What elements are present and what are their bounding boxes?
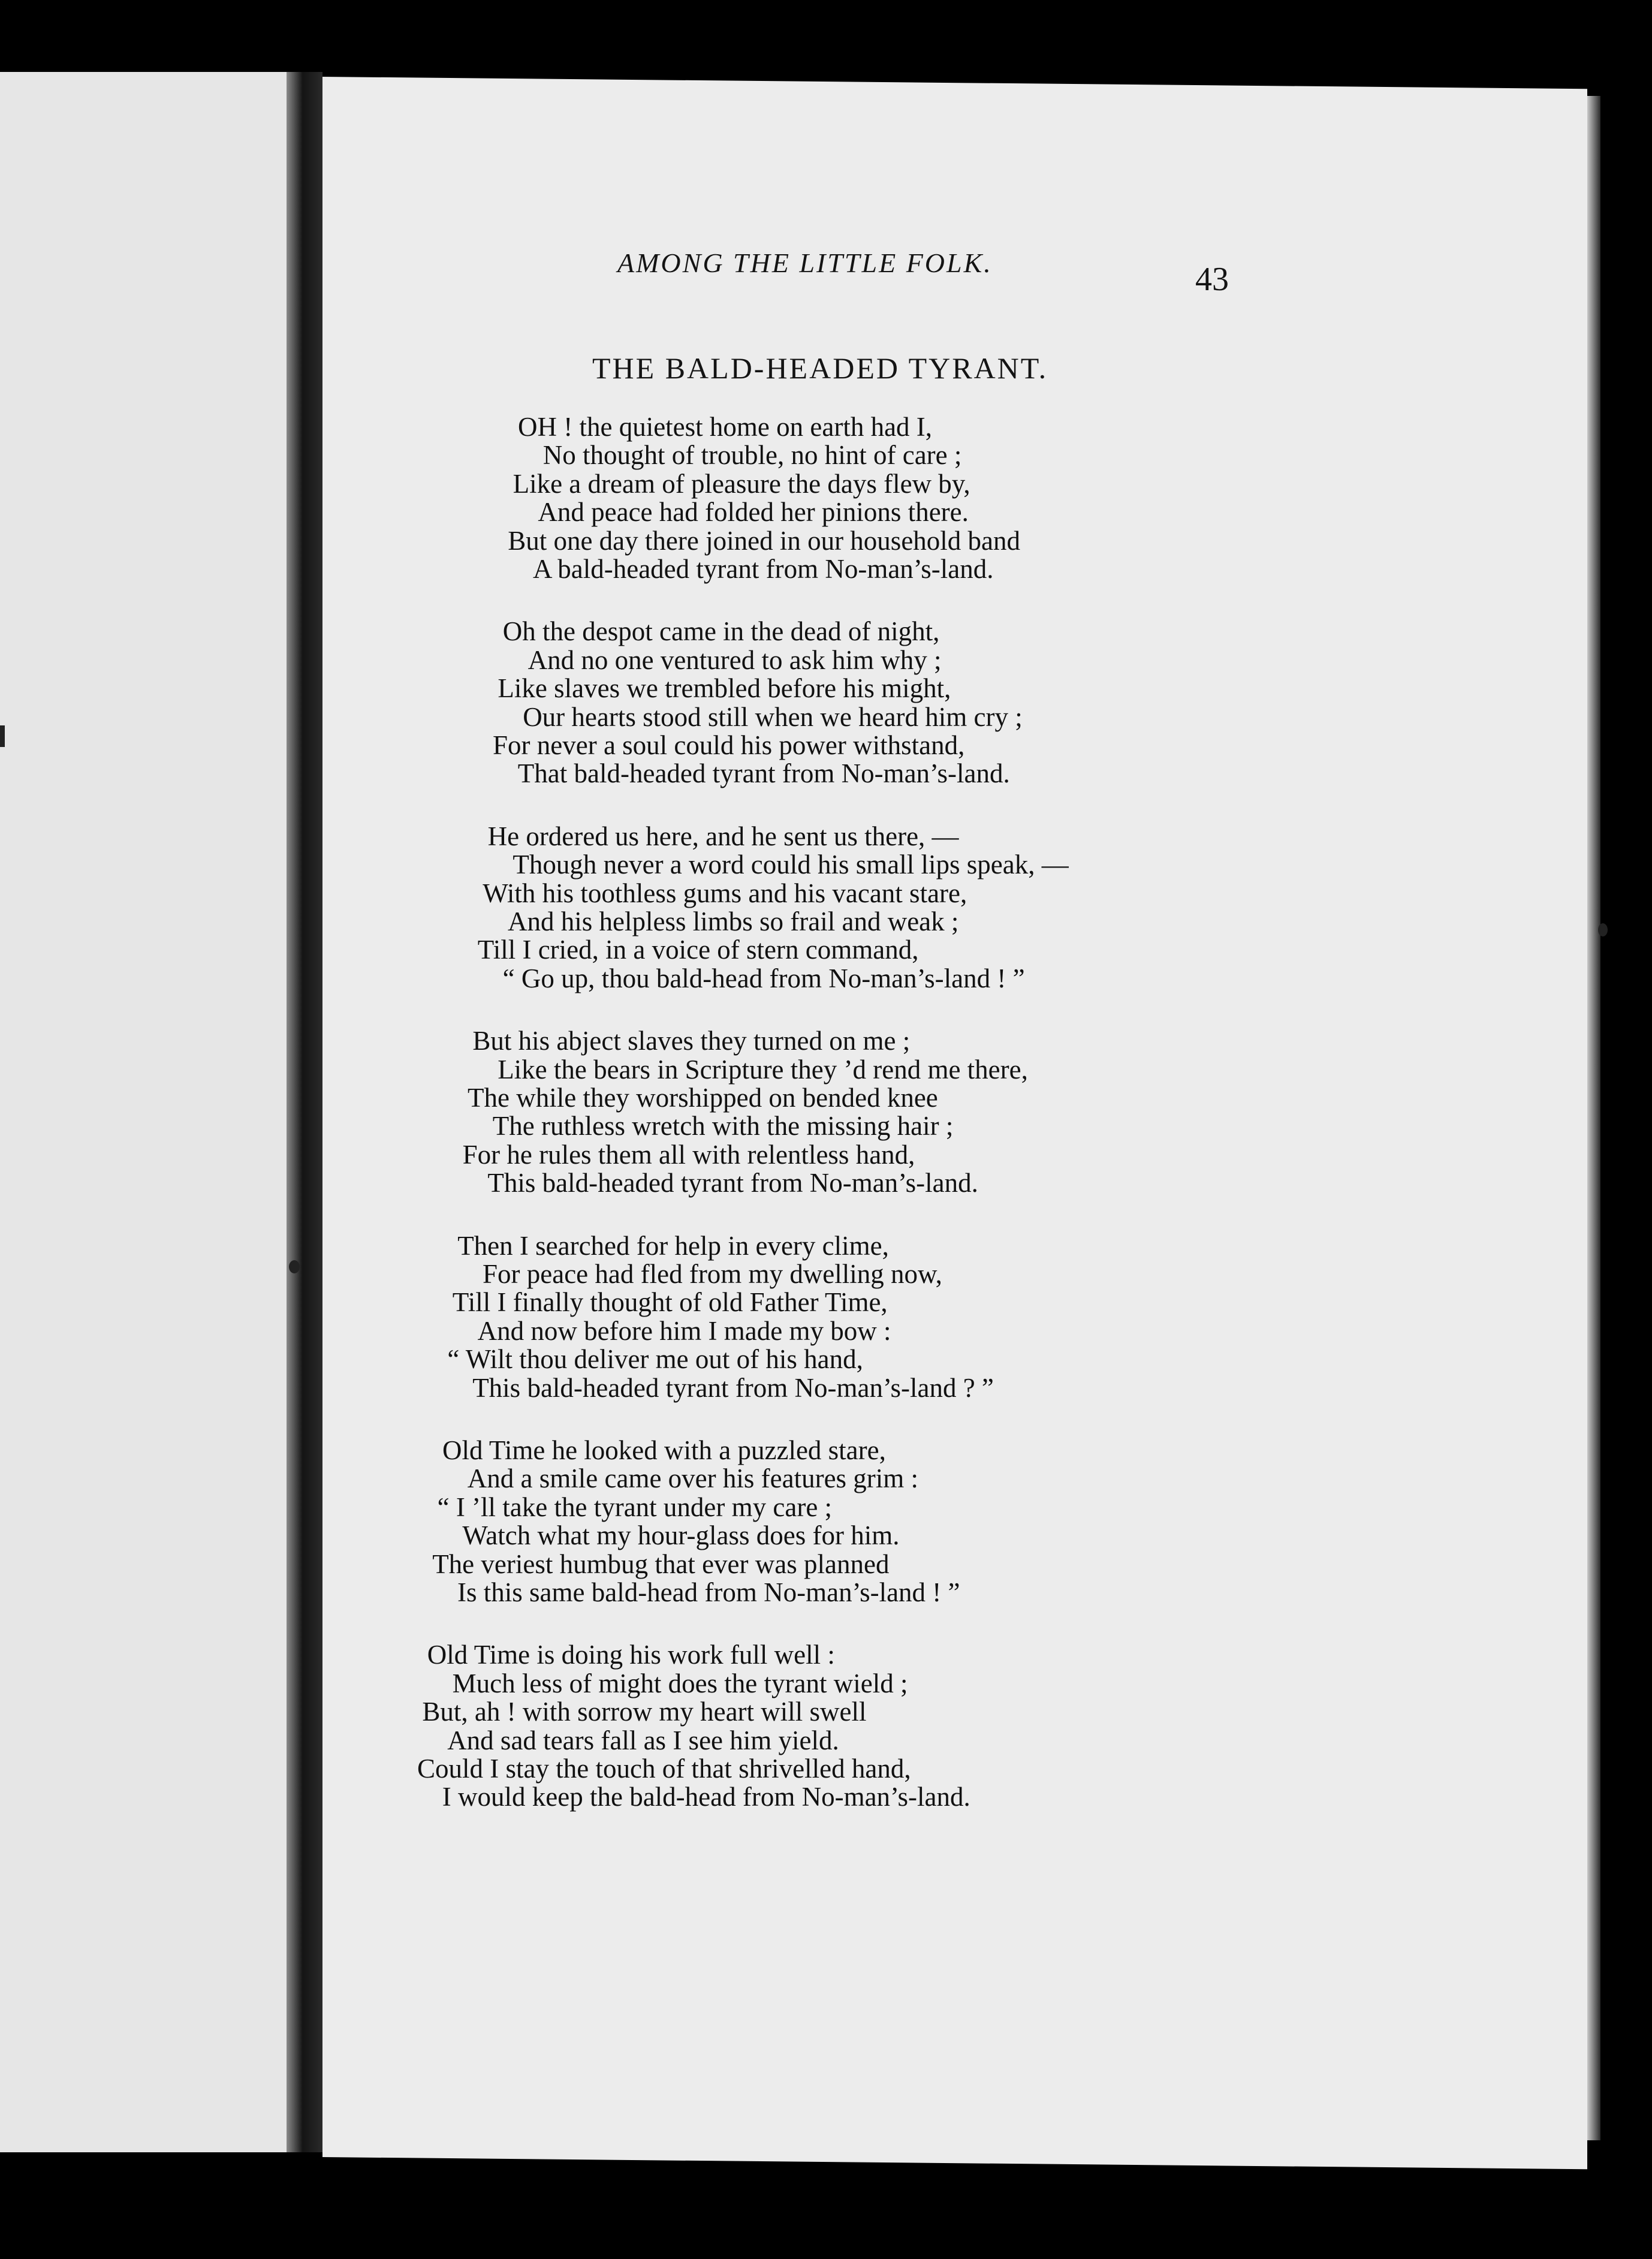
- poem-line: This bald-headed tyrant from No-man’s-land.: [487, 1168, 978, 1198]
- poem-line: Oh the despot came in the dead of night,: [502, 616, 940, 647]
- poem-line: Till I finally thought of old Father Time,: [452, 1287, 888, 1318]
- book-gutter: [287, 72, 322, 2152]
- page-edge: [1587, 96, 1600, 2140]
- poem-line: This bald-headed tyrant from No-man’s-land ? ”: [472, 1372, 994, 1403]
- poem-line: And peace had folded her pinions there.: [538, 497, 969, 528]
- poem-line: For peace had fled from my dwelling now,: [483, 1259, 942, 1289]
- poem-line: Is this same bald-head from No-man’s-land ! ”: [457, 1577, 960, 1607]
- poem-line: Like a dream of pleasure the days flew by,: [513, 468, 970, 499]
- poem-line: But one day there joined in our household band: [508, 525, 1021, 556]
- poem-line: But, ah ! with sorrow my heart will swell: [422, 1697, 867, 1727]
- poem-line: With his toothless gums and his vacant stare,: [483, 878, 967, 908]
- poem-line: The ruthless wretch with the missing hair ;: [492, 1111, 954, 1141]
- poem-line: Then I searched for help in every clime,: [457, 1230, 889, 1261]
- running-head: AMONG THE LITTLE FOLK.: [617, 248, 993, 278]
- poem-line: Our hearts stood still when we heard him cry ;: [523, 701, 1023, 732]
- poem-line: That bald-headed tyrant from No-man’s-land.: [517, 758, 1010, 789]
- poem-line: And a smile came over his features grim :: [467, 1463, 919, 1494]
- scan-speck: [0, 725, 5, 747]
- poem-line: And no one ventured to ask him why ;: [527, 644, 942, 675]
- poem-title: THE BALD-HEADED TYRANT.: [592, 351, 1048, 385]
- poem-line: Though never a word could his small lips speak, —: [513, 850, 1069, 880]
- poem-line: Old Time he looked with a puzzled stare,: [442, 1435, 886, 1465]
- poem-line: He ordered us here, and he sent us there, —: [487, 821, 959, 851]
- poem-line: Old Time is doing his work full well :: [427, 1640, 835, 1670]
- poem-line: Like slaves we trembled before his might,: [498, 673, 951, 704]
- poem-line: “ Go up, thou bald-head from No-man’s-land ! ”: [502, 963, 1025, 993]
- poem-line: Till I cried, in a voice of stern command,: [477, 935, 919, 965]
- poem-line: For he rules them all with relentless hand,: [462, 1139, 915, 1170]
- poem-line: Could I stay the touch of that shrivelled hand,: [417, 1754, 911, 1784]
- page-number: 43: [1195, 261, 1229, 298]
- poem-line: And sad tears fall as I see him yield.: [447, 1725, 839, 1755]
- poem-line: And now before him I made my bow :: [477, 1315, 891, 1346]
- poem-line: The while they worshipped on bended knee: [468, 1083, 938, 1113]
- scan-speck: [1598, 923, 1608, 936]
- poem-line: “ Wilt thou deliver me out of his hand,: [447, 1344, 863, 1375]
- poem-line: The veriest humbug that ever was planned: [432, 1549, 890, 1579]
- poem-line: Watch what my hour-glass does for him.: [462, 1520, 900, 1551]
- scan-speck: [289, 1260, 300, 1273]
- poem-line: For never a soul could his power withstand,: [493, 730, 965, 760]
- poem-line: No thought of trouble, no hint of care ;: [542, 440, 962, 471]
- poem-line: And his helpless limbs so frail and weak ;: [508, 906, 959, 936]
- poem-line: Like the bears in Scripture they ’d rend me there,: [498, 1054, 1028, 1085]
- poem-line: But his abject slaves they turned on me ;: [472, 1026, 911, 1056]
- poem-line: Much less of might does the tyrant wield ;: [452, 1668, 908, 1698]
- left-page: [0, 72, 287, 2152]
- poem-line: A bald-headed tyrant from No-man’s-land.: [533, 554, 994, 584]
- poem-line: “ I ’ll take the tyrant under my care ;: [437, 1492, 833, 1522]
- poem-line: I would keep the bald-head from No-man’s-land.: [442, 1782, 970, 1812]
- poem-line: OH ! the quietest home on earth had I,: [518, 412, 933, 442]
